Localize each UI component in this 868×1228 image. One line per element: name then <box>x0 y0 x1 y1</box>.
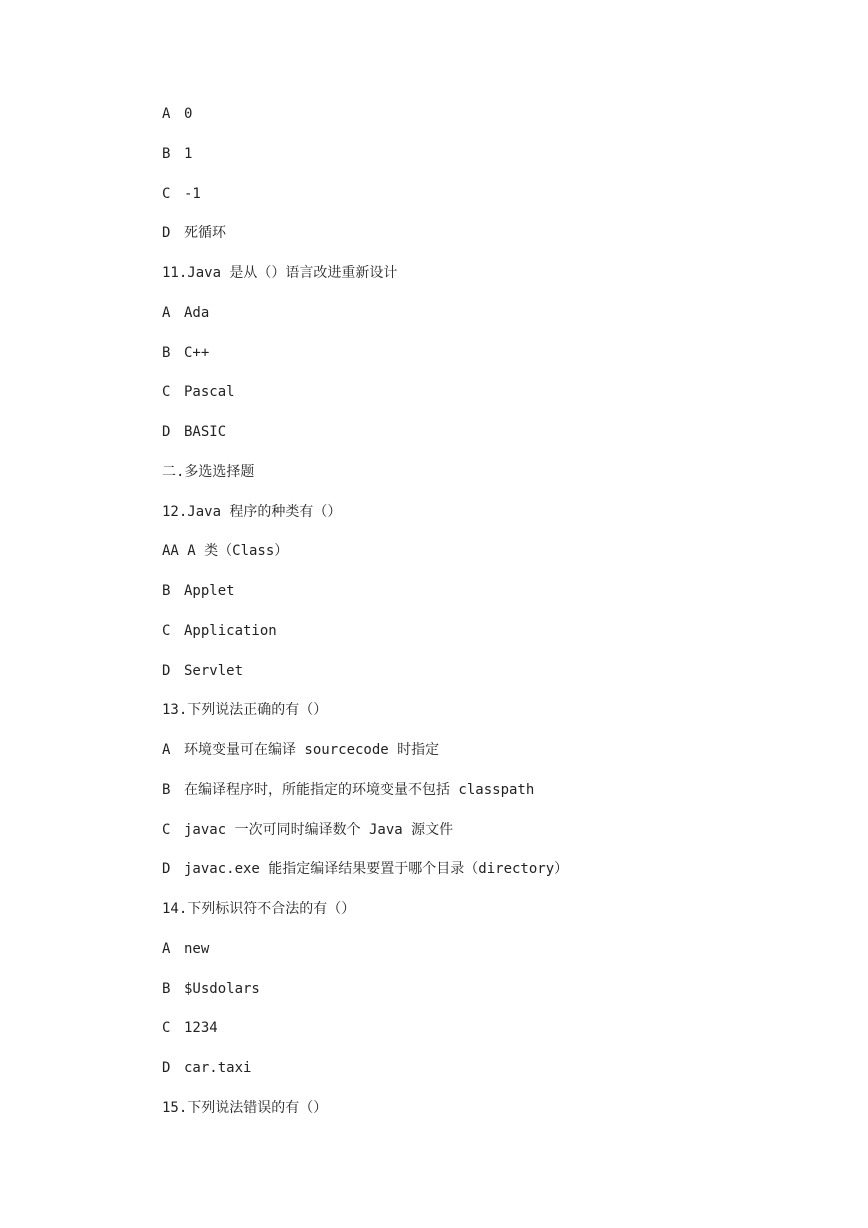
option-letter: A <box>162 742 171 758</box>
option-text: Servlet <box>184 662 244 679</box>
option-text: javac 一次可同时编译数个 Java 源文件 <box>184 821 454 838</box>
option-text: $Usdolars <box>184 980 260 997</box>
answer-option <box>162 859 828 899</box>
answer-option <box>162 223 828 263</box>
option-text: new <box>184 940 210 957</box>
option-letter: A <box>162 106 171 122</box>
answer-option <box>162 144 828 184</box>
option-letter: B <box>162 344 171 361</box>
option-text: C++ <box>184 344 210 361</box>
option-text: Application <box>184 622 277 639</box>
answer-option <box>162 184 828 224</box>
answer-option <box>162 740 828 780</box>
option-letter: C <box>162 1020 171 1037</box>
option-text: 0 <box>184 106 193 122</box>
answer-option <box>162 1018 828 1058</box>
option-letter: C <box>162 384 171 401</box>
answer-option <box>162 104 828 144</box>
option-text: Applet <box>184 583 235 599</box>
answer-option <box>162 1058 828 1098</box>
answer-option <box>162 780 828 820</box>
section-heading: 二.多选选择题 <box>162 463 255 480</box>
option-text: 在编译程序时，所能指定的环境变量不包括 classpath <box>184 781 535 798</box>
answer-option <box>162 979 828 1019</box>
text-line: AA A 类（Class） <box>162 543 289 560</box>
option-letter: B <box>162 980 171 997</box>
question-text: 11.Java 是从（）语言改进重新设计 <box>162 265 398 281</box>
option-text: 环境变量可在编译 sourcecode 时指定 <box>184 742 440 758</box>
question-text: 15.下列说法错误的有（） <box>162 1099 328 1116</box>
answer-option <box>162 820 828 860</box>
option-letter: D <box>162 861 171 878</box>
answer-option <box>162 422 828 462</box>
option-letter: A <box>162 304 171 321</box>
option-text: Pascal <box>184 384 235 401</box>
answer-option <box>162 343 828 383</box>
option-letter: B <box>162 145 171 162</box>
option-text: -1 <box>184 185 201 202</box>
question-text: 12.Java 程序的种类有（） <box>162 503 342 520</box>
answer-option <box>162 382 828 422</box>
answer-option <box>162 939 828 979</box>
answer-option <box>162 661 828 701</box>
document-body <box>162 104 828 1138</box>
option-text: car.taxi <box>184 1060 252 1076</box>
question-text: 14.下列标识符不合法的有（） <box>162 901 356 917</box>
option-letter: B <box>162 583 171 599</box>
option-letter: D <box>162 1060 171 1076</box>
option-letter: D <box>162 424 171 440</box>
option-letter: D <box>162 662 171 679</box>
answer-option <box>162 581 828 621</box>
option-text: 1234 <box>184 1020 218 1037</box>
option-letter: D <box>162 225 171 242</box>
option-text: javac.exe 能指定编译结果要置于哪个目录（directory） <box>184 861 569 878</box>
option-letter: B <box>162 781 171 798</box>
option-text: 1 <box>184 145 193 162</box>
option-text: 死循环 <box>184 225 226 242</box>
question-text: 13.下列说法正确的有（） <box>162 702 328 719</box>
option-letter: C <box>162 622 171 639</box>
option-text: Ada <box>184 304 210 321</box>
option-letter: A <box>162 940 171 957</box>
option-letter: C <box>162 821 171 838</box>
option-text: BASIC <box>184 424 227 440</box>
option-letter: C <box>162 185 171 202</box>
answer-option <box>162 621 828 661</box>
answer-option <box>162 303 828 343</box>
